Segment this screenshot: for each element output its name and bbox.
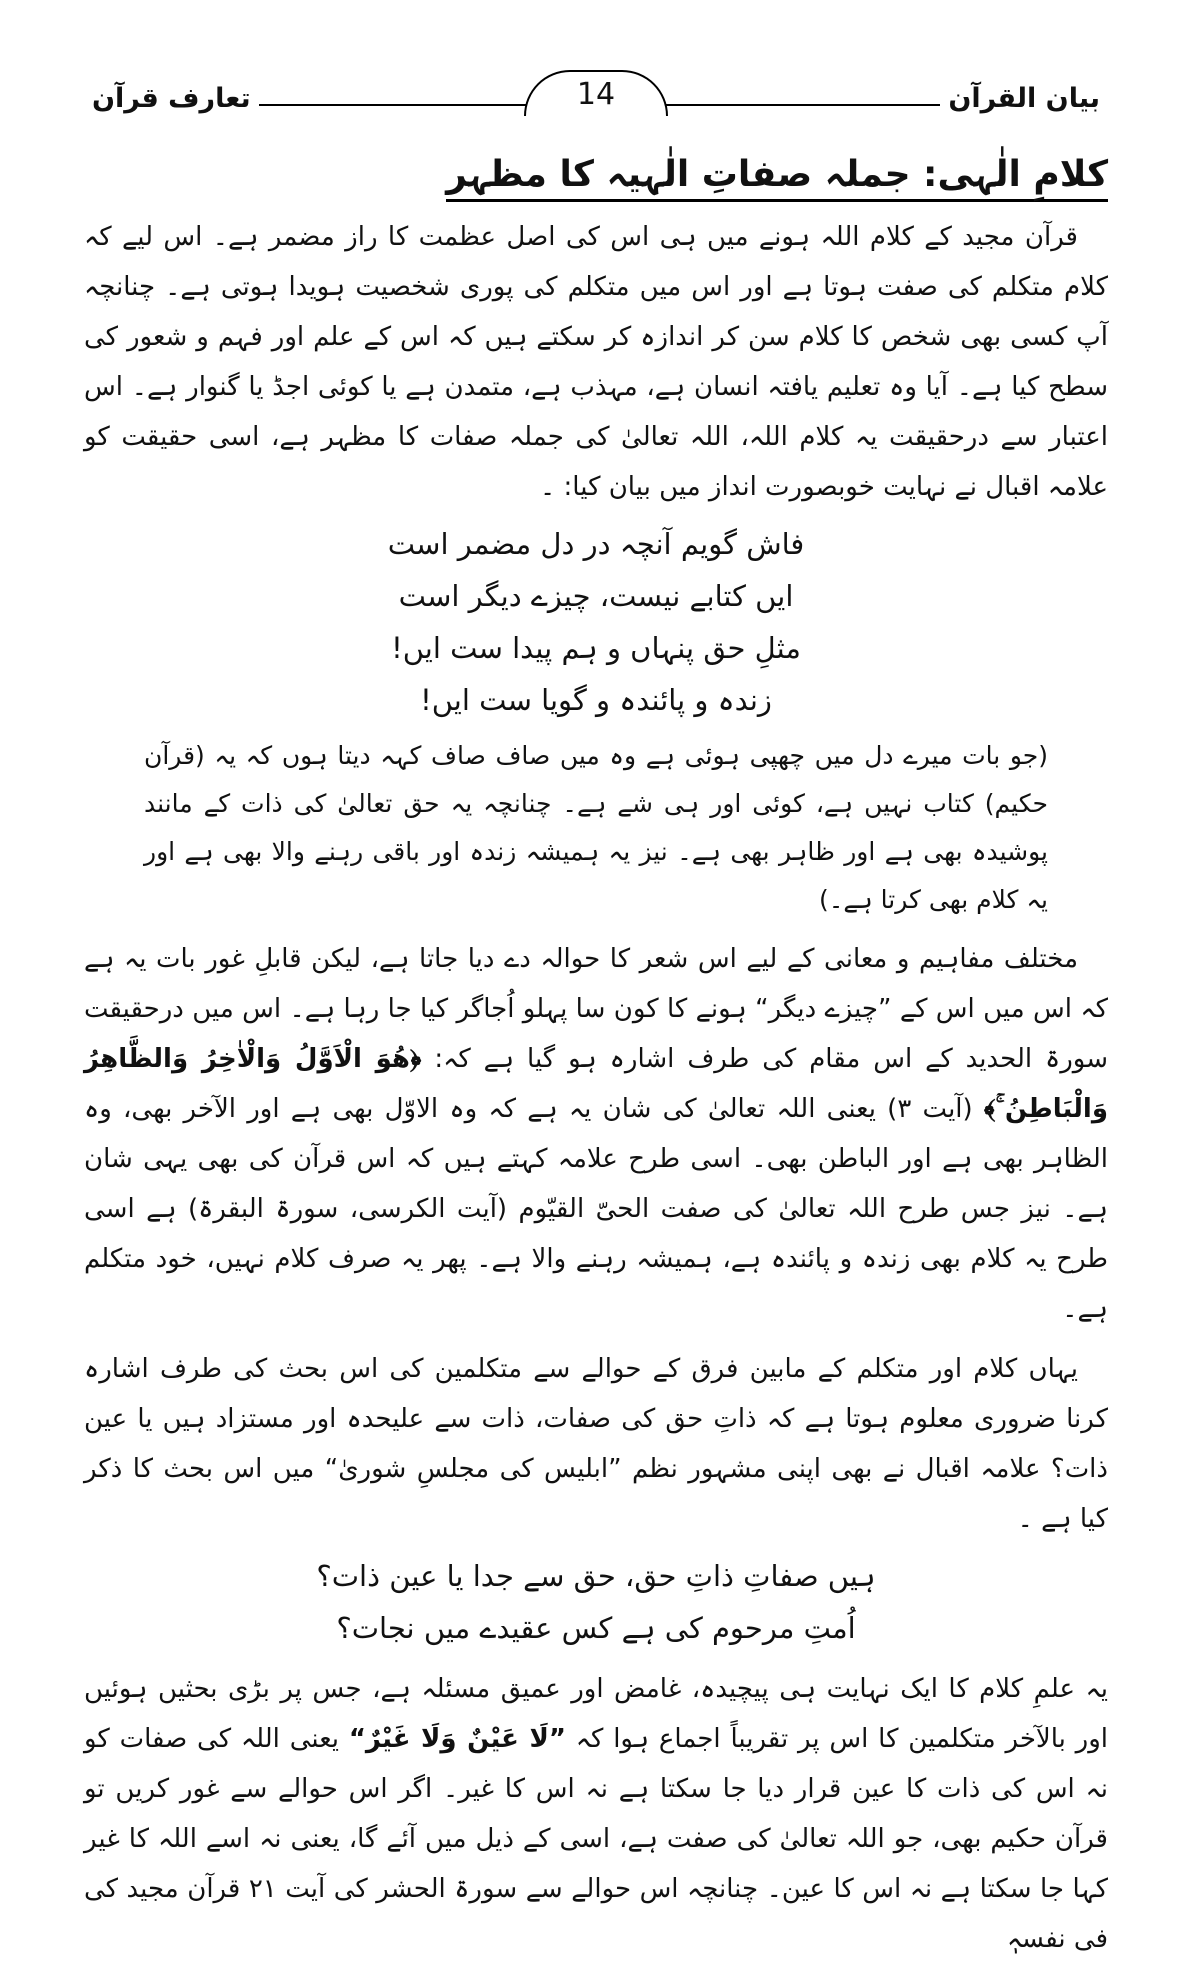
book-title: بیان القرآن [940, 83, 1108, 114]
section-title: کلامِ الٰہی: جملہ صفاتِ الٰہیہ کا مظہر [446, 154, 1108, 202]
persian-verse-1 [84, 518, 1108, 726]
quran-quote: ﴿هُوَ الْاَوَّلُ وَالْاٰخِرُ وَالظَّاهِرُ وَالْبَاطِنُ ۚ﴾ [84, 1044, 1109, 1124]
paragraph-2-rest: (آیت ۳) یعنی اللہ تعالیٰ کی شان یہ ہے کہ وہ الاوّل بھی ہے اور الآخر بھی، وہ الظاہر بھی ہے اور الباطن بھی۔ اسی طرح علامہ کہتے ہیں کہ اس قرآن کی بھی یہی شان ہے۔ نیز جس طرح اللہ تعالیٰ کی صفت الحیّ القیّوم (آیت الکرسی، سورۃ البقرۃ) ہے اسی طرح یہ کلام بھی زندہ و پائندہ ہے، ہمیشہ رہنے والا ہے۔ پھر یہ صرف کلام نہیں، خود متکلم ہے۔ [84, 1094, 1108, 1324]
paragraph-4-text: یہ علمِ کلام کا ایک نہایت ہی پیچیدہ، غامض اور عمیق مسئلہ ہے، جس پر بڑی بحثیں ہوئیں اور بالآخر متکلمین کا اس پر تقریباً اجماع ہوا کہ [84, 1674, 1109, 1754]
paragraph-4 [84, 1664, 1108, 1964]
verse-line: ہیں صفاتِ ذاتِ حق، حق سے جدا یا عین ذات؟ [316, 1559, 876, 1593]
running-header [84, 70, 1108, 126]
verse-line: اُمتِ مرحوم کی ہے کس عقیدے میں نجات؟ [336, 1611, 856, 1645]
verse-line: زندہ و پائندہ و گویا ست ایں! [420, 683, 772, 717]
page-number: 14 [524, 70, 668, 116]
urdu-verse-2 [84, 1550, 1108, 1654]
paragraph-4-rest: یعنی اللہ کی صفات کو نہ اس کی ذات کا عین قرار دیا جا سکتا ہے نہ اس کا غیر۔ اگر اس حوالے سے غور کریں تو قرآن حکیم بھی، جو اللہ تعالیٰ کی صفت ہے، اسی کے ذیل میں آئے گا، یعنی نہ اسے اللہ کا غیر کہا جا سکتا ہے نہ اس کا عین۔ چنانچہ اس حوالے سے سورۃ الحشر کی آیت ۲۱ قرآن مجید کی فی نفسہٖ [84, 1724, 1109, 1954]
arabic-phrase: ”لَا عَیْنٌ وَلَا غَیْرٌ“ [348, 1724, 566, 1754]
verse-translation: (جو بات میرے دل میں چھپی ہوئی ہے وہ میں صاف صاف کہہ دیتا ہوں کہ یہ (قرآن حکیم) کتاب نہیں ہے، کوئی اور ہی شے ہے۔ چنانچہ یہ حق تعالیٰ کی ذات کے مانند پوشیدہ بھی ہے اور ظاہر بھی ہے۔ نیز یہ ہمیشہ زندہ اور باقی رہنے والا بھی ہے اور یہ کلام بھی کرتا ہے۔) [144, 741, 1048, 914]
chapter-title: تعارف قرآن [84, 83, 259, 114]
paragraph-3: یہاں کلام اور متکلم کے مابین فرق کے حوالے سے متکلمین کی اس بحث کی طرف اشارہ کرنا ضروری معلوم ہوتا ہے کہ ذاتِ حق کی صفات، ذات سے علیحدہ اور مستزاد ہیں یا عین ذات؟ علامہ اقبال نے بھی اپنی مشہور نظم ”ابلیس کی مجلسِ شوریٰ“ میں اس بحث کا ذکر کیا ہے ۔ [84, 1354, 1108, 1534]
paragraph-2 [84, 934, 1108, 1334]
verse-line: فاش گویم آنچہ در دل مضمر است [387, 527, 805, 561]
paragraph-2-text: مختلف مفاہیم و معانی کے لیے اس شعر کا حوالہ دے دیا جاتا ہے، لیکن قابلِ غور بات یہ ہے کہ اس میں اس کے ”چیزے دیگر“ ہونے کا کون سا پہلو اُجاگر کیا جا رہا ہے۔ اس میں درحقیقت سورۃ الحدید کے اس مقام کی طرف اشارہ ہو گیا ہے کہ: [84, 944, 1109, 1074]
verse-line: ایں کتابے نیست، چیزے دیگر است [398, 579, 794, 613]
verse-line: مثلِ حق پنہاں و ہم پیدا ست ایں! [391, 631, 801, 665]
paragraph-1: قرآن مجید کے کلام اللہ ہونے میں ہی اس کی اصل عظمت کا راز مضمر ہے۔ اس لیے کہ کلام متکلم کی صفت ہوتا ہے اور اس میں متکلم کی پوری شخصیت ہویدا ہوتی ہے۔ چنانچہ آپ کسی بھی شخص کا کلام سن کر اندازہ کر سکتے ہیں کہ اس کے علم اور فہم و شعور کی سطح کیا ہے۔ آیا وہ تعلیم یافتہ انسان ہے، مہذب ہے، متمدن ہے یا کوئی اجڈ یا گنوار ہے۔ اس اعتبار سے درحقیقت یہ کلام اللہ، اللہ تعالیٰ کی جملہ صفات کا مظہر ہے، اسی حقیقت کو علامہ اقبال نے نہایت خوبصورت انداز میں بیان کیا: ۔ [84, 222, 1108, 502]
